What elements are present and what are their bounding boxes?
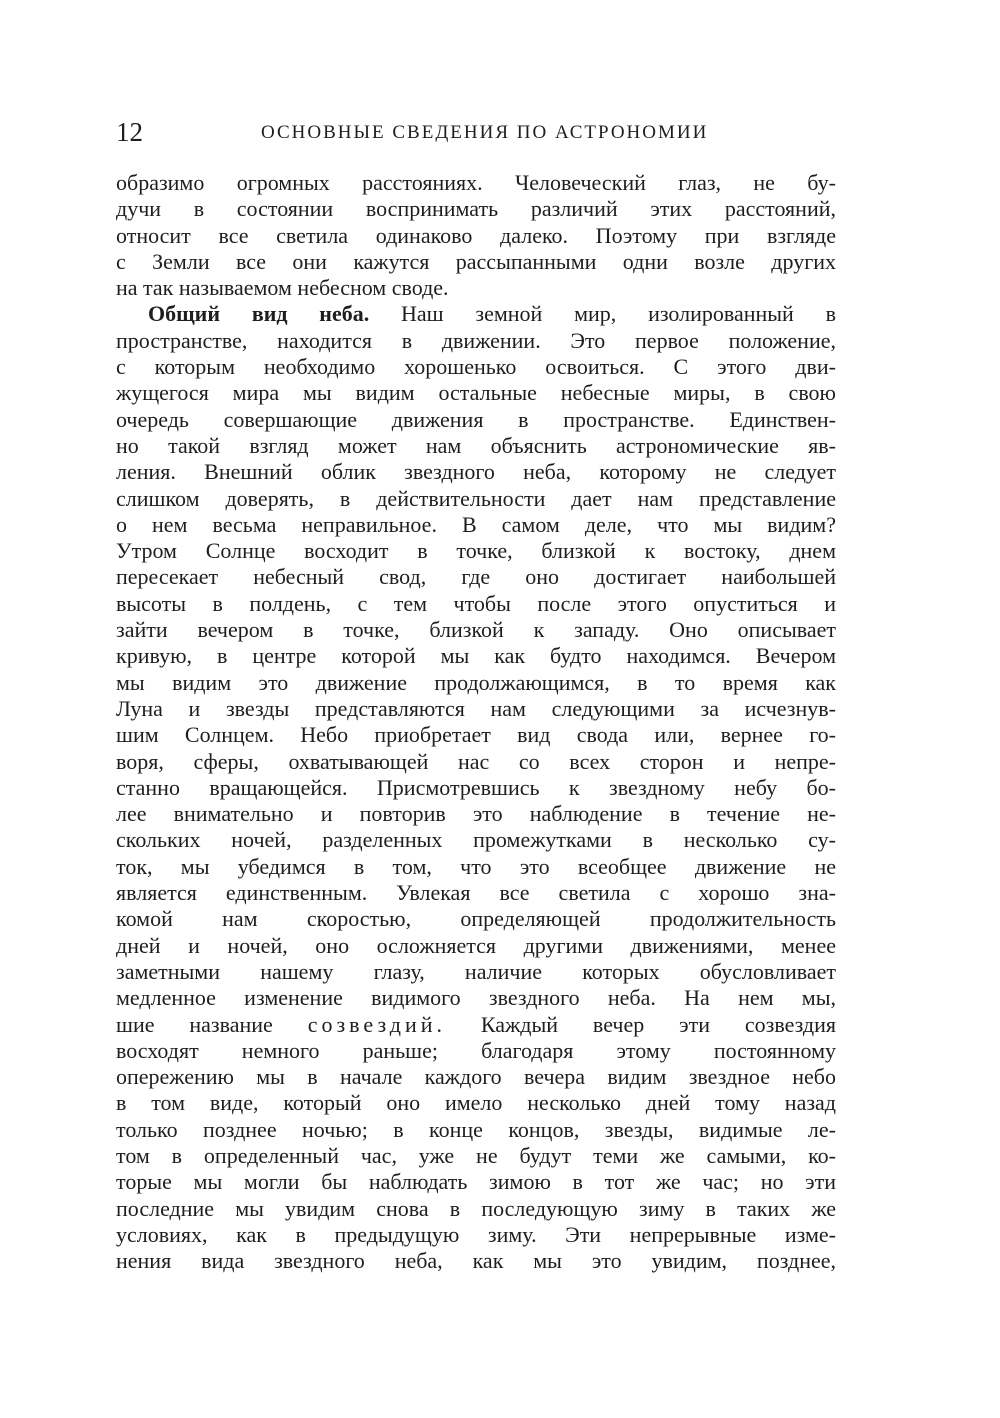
text-line: высоты в полдень, с тем чтобы после этого опуститься и — [116, 590, 836, 616]
text-line: шим Солнцем. Небо приобретает вид свода или, вернее го- — [116, 722, 836, 748]
paragraph-first-line — [116, 301, 836, 327]
text-span: Наш земной мир, изолированный в — [401, 301, 836, 327]
text-line: Утром Солнце восходит в точке, близкой к востоку, днем — [116, 538, 836, 564]
text-line: с которым необходимо хорошенько освоиться. С этого дви- — [116, 354, 836, 380]
text-line: образимо огромных расстояниях. Человеческий глаз, не бу- — [116, 170, 836, 195]
text-line: лее внимательно и повторив это наблюдение в течение не- — [116, 801, 836, 827]
text-line: зайти вечером в точке, близкой к западу. Оно описывает — [116, 617, 836, 643]
text-span: шие название — [116, 1011, 273, 1037]
text-line: опережению мы в начале каждого вечера видим звездное небо — [116, 1064, 836, 1090]
text-line: мы видим это движение продолжающимся, в то время как — [116, 669, 836, 695]
text-line: нения вида звездного неба, как мы это увидим, позднее, — [116, 1248, 836, 1274]
text-line: Луна и звезды представляются нам следующими за исчезнув- — [116, 695, 836, 721]
section-heading: Общий вид неба. — [148, 301, 370, 327]
text-line: заметными нашему глазу, наличие которых обусловливает — [116, 958, 836, 984]
spaced-term: созвездий. — [307, 1011, 446, 1037]
text-line: том в определенный час, уже не будут теми же самыми, ко- — [116, 1142, 836, 1168]
text-line: восходят немного раньше; благодаря этому постоянному — [116, 1037, 836, 1063]
text-line: торые мы могли бы наблюдать зимою в тот же час; но эти — [116, 1169, 836, 1195]
text-line: относит все светила одинаково далеко. Поэтому при взгляде — [116, 222, 836, 248]
text-span: Каждый вечер эти созвездия — [480, 1011, 836, 1037]
text-line: пространстве, находится в движении. Это первое положение, — [116, 327, 836, 353]
term-line — [116, 1012, 836, 1038]
text-line: дучи в состоянии воспринимать различий этих расстояний, — [116, 196, 836, 222]
body-text — [116, 170, 836, 1274]
text-line: комой нам скоростью, определяющей продолжительность — [116, 906, 836, 932]
text-line: условиях, как в предыдущую зиму. Эти непрерывные изме- — [116, 1221, 836, 1247]
text-line: ток, мы убедимся в том, что это всеобщее движение не — [116, 853, 836, 879]
text-line: очередь совершающие движения в пространстве. Единствен- — [116, 406, 836, 432]
page-header — [116, 116, 836, 148]
text-line: пересекает небесный свод, где оно достигает наибольшей — [116, 564, 836, 590]
text-line: ления. Внешний облик звездного неба, которому не следует — [116, 459, 836, 485]
page-number: 12 — [116, 117, 143, 147]
text-line: жущегося мира мы видим остальные небесные миры, в свою — [116, 380, 836, 406]
text-line: только позднее ночью; в конце концов, звезды, видимые ле- — [116, 1116, 836, 1142]
text-line: дней и ночей, оно осложняется другими движениями, менее — [116, 932, 836, 958]
text-line: с Земли все они кажутся рассыпанными одни возле других — [116, 248, 836, 274]
text-line: в том виде, который оно имело несколько дней тому назад — [116, 1090, 836, 1116]
text-line: является единственным. Увлекая все светила с хорошо зна- — [116, 880, 836, 906]
text-line: но такой взгляд может нам объяснить астрономические яв- — [116, 432, 836, 458]
text-line: последние мы увидим снова в последующую зиму в таких же — [116, 1195, 836, 1221]
text-line: слишком доверять, в действительности дает нам представление — [116, 485, 836, 511]
text-line: воря, сферы, охватывающей нас со всех сторон и непре- — [116, 748, 836, 774]
text-line: кривую, в центре которой мы как будто находимся. Вечером — [116, 643, 836, 669]
text-line: о нем весьма неправильное. В самом деле, что мы видим? — [116, 511, 836, 537]
text-line: станно вращающейся. Присмотревшись к звездному небу бо- — [116, 774, 836, 800]
running-title: ОСНОВНЫЕ СВЕДЕНИЯ ПО АСТРОНОМИИ — [261, 122, 709, 143]
text-line: медленное изменение видимого звездного неба. На нем мы, — [116, 985, 836, 1011]
text-line: скольких ночей, разделенных промежутками в несколько су- — [116, 827, 836, 853]
text-line: на так называемом небесном своде. — [116, 275, 449, 301]
